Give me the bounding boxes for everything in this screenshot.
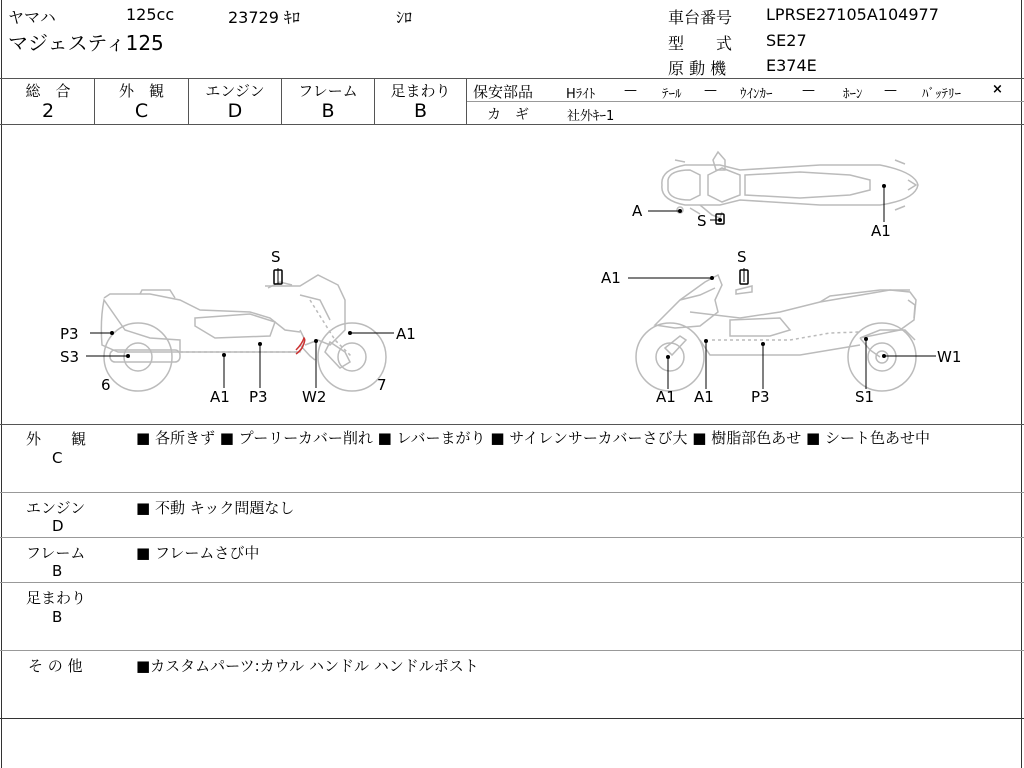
note-engine-title: エンジン — [26, 499, 86, 517]
chassis-number: LPRSE27105A104977 — [766, 5, 939, 24]
divider — [0, 650, 1024, 651]
safety-headlight: Hﾗｲﾄ — [566, 87, 596, 102]
label-a1: A1 — [601, 269, 621, 287]
note-engine-grade: D — [52, 517, 64, 535]
safety-headlight-mark: — — [624, 83, 637, 98]
label-p3: P3 — [60, 325, 79, 343]
grade-engine-value: D — [227, 100, 243, 122]
mileage: 23729 ｷﾛ — [228, 8, 300, 27]
grade-suspension-value: B — [413, 100, 428, 122]
grade-exterior-label: 外 観 — [118, 82, 164, 100]
grade-overall-label: 総 合 — [25, 82, 71, 100]
note-frame-title: フレーム — [26, 544, 86, 562]
divider — [0, 582, 1024, 583]
safety-battery-mark: × — [992, 82, 1003, 97]
label-a1: A1 — [694, 388, 714, 406]
label-a: A — [632, 202, 643, 220]
chassis-label: 車台番号 — [668, 8, 733, 27]
note-other-text: ■カスタムパーツ:カウル ハンドル ハンドルポスト — [136, 657, 479, 675]
label-s: S — [737, 248, 747, 266]
label-a1: A1 — [210, 388, 230, 406]
scooter-left-side — [101, 275, 386, 391]
leader-dots — [110, 184, 886, 359]
divider — [0, 718, 1024, 719]
divider — [0, 424, 1024, 425]
key-value: 社外ｷｰ1 — [567, 109, 615, 124]
note-engine-text: ■ 不動 キック問題なし — [136, 499, 295, 517]
safety-horn-mark: — — [884, 83, 897, 98]
safety-taillight: ﾃｰﾙ — [662, 87, 682, 102]
label-p3: P3 — [249, 388, 268, 406]
label-a1: A1 — [656, 388, 676, 406]
label-7: 7 — [377, 376, 387, 394]
label-p3: P3 — [751, 388, 770, 406]
divider — [0, 492, 1024, 493]
label-s3: S3 — [60, 348, 80, 366]
divider — [0, 78, 1024, 79]
label-a1: A1 — [871, 222, 891, 240]
color: ｼﾛ — [396, 8, 413, 27]
safety-winker: ｳｲﾝｶｰ — [740, 87, 773, 102]
scooter-top-view — [662, 152, 918, 218]
grade-frame-value: B — [321, 100, 335, 122]
screw-symbols — [274, 214, 748, 284]
note-suspension-title: 足まわり — [26, 589, 87, 607]
maker: ヤマハ — [8, 8, 56, 27]
label-w2: W2 — [302, 388, 327, 406]
safety-battery: ﾊﾞｯﾃﾘｰ — [922, 87, 961, 102]
label-s: S — [271, 248, 281, 266]
displacement: 125cc — [126, 5, 175, 24]
safety-horn: ﾎｰﾝ — [843, 87, 863, 102]
engine-value: E374E — [766, 56, 817, 75]
safety-winker-mark: — — [802, 83, 815, 98]
note-other-title: そ の 他 — [28, 657, 83, 675]
divider — [0, 537, 1024, 538]
grade-engine-label: エンジン — [205, 82, 265, 100]
grade-suspension-label: 足まわり — [390, 82, 451, 100]
scooter-right-side — [636, 275, 916, 391]
note-suspension-grade: B — [52, 608, 63, 626]
label-s: S — [697, 212, 707, 230]
label-a1: A1 — [396, 325, 416, 343]
key-label: カ ギ — [487, 107, 529, 123]
grade-frame-label: フレーム — [298, 82, 358, 100]
note-exterior-text: ■ 各所きず ■ プーリーカバー削れ ■ レバーまがり ■ サイレンサーカバーさび大 ■ 樹脂部色あせ ■ シート色あせ中 — [136, 429, 930, 447]
safety-taillight-mark: — — [704, 83, 717, 98]
note-exterior-title: 外 観 — [26, 430, 87, 448]
note-frame-text: ■ フレームさび中 — [136, 544, 260, 562]
label-6: 6 — [101, 376, 111, 394]
label-s1: S1 — [855, 388, 875, 406]
model-name: マジェスティ125 — [8, 31, 164, 55]
grade-overall-value: 2 — [41, 100, 55, 122]
divider — [466, 78, 467, 124]
leader-lines — [86, 186, 936, 389]
type-label: 型 式 — [668, 34, 733, 53]
note-exterior-grade: C — [52, 449, 63, 467]
engine-label: 原 動 機 — [668, 59, 727, 78]
damage-diagram — [0, 125, 1022, 425]
label-w1: W1 — [937, 348, 962, 366]
note-frame-grade: B — [52, 562, 63, 580]
grade-exterior-value: C — [134, 100, 149, 122]
safety-label: 保安部品 — [473, 83, 534, 101]
type-value: SE27 — [766, 31, 807, 50]
